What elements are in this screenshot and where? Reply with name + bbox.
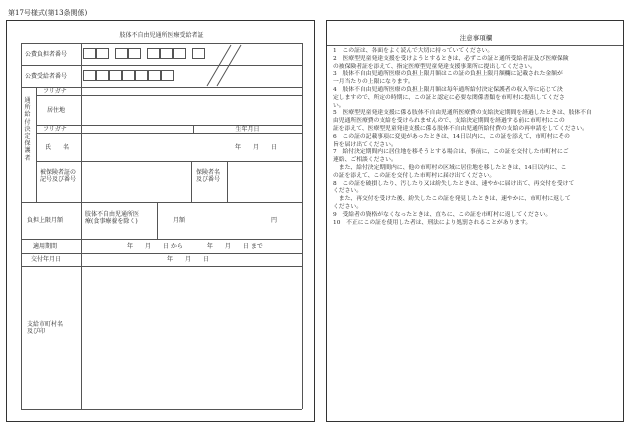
form-number-label: 第17号様式(第13条関係)	[8, 9, 88, 17]
note-line: 旨を届け出てください。	[333, 141, 397, 148]
note-line: 9 受給者の資格がなくなったときは、直ちに、この証を市町村に返してください。	[333, 211, 552, 218]
furigana-label-2: フリガナ	[43, 126, 67, 133]
note-line: 一月当たりの上限になります。	[333, 79, 414, 86]
issue-date-label: 交付年月日	[31, 256, 62, 263]
notes-panel	[326, 20, 624, 422]
note-line: ください。	[333, 203, 362, 210]
issue-date-value: 年 月 日	[167, 256, 210, 263]
note-line: の証を添えて、この証を交付した市町村に届け出てください。	[333, 172, 496, 179]
insurer-name-label: 保険者名 及び番号	[196, 169, 221, 183]
note-line: 証を添えて、医療型児童発達支援に係る肢体不自由児通所給付費の支給の再申請をしてください。	[333, 125, 588, 132]
note-line: 定しますので、所定の時期に、この証と認定に必要な関係書類を市町村に提出してくださ	[333, 94, 565, 101]
note-line: 8 この証を破損したり、汚したり又は紛失したときは、速やかに届け出て、再交付を受けて	[333, 180, 575, 187]
furigana-label: フリガナ	[43, 88, 67, 95]
note-line: 連絡、ご相談ください。	[333, 157, 397, 164]
note-line: 4 肢体不自由児通所医療の負担上限月額は毎年通所給付決定保護者の収入等に応じて決	[333, 86, 563, 93]
diagonal-strokes	[197, 43, 302, 87]
insured-card-label: 被保険者証の 記号及び番号	[40, 169, 77, 183]
burden-limit-description: 肢体不自由児通所医 療(食事療養を除く)	[85, 211, 140, 225]
notes-list	[333, 48, 619, 227]
note-line: 5 医療型児童発達支援に係る肢体不自由児通所医療費の支給決定期間を経過したときは、肢体不自	[333, 110, 592, 117]
payer-number-label: 公費負担者番号	[25, 51, 68, 58]
note-line: の被保険者証を添えて、指定医療型児童発達支援事業所に提出してください。	[333, 63, 536, 70]
name-label: 氏 名	[45, 144, 70, 151]
recipient-number-label: 公費受給者番号	[25, 73, 68, 80]
monthly-amount-label: 月額	[173, 217, 186, 224]
note-line: 由児通所医療費の支給を受けられませんので、支給決定期間を経過する前に市町村にこの	[333, 118, 565, 125]
notes-title: 注意事項欄	[459, 34, 493, 42]
note-line: 6 この証の記載事項に変更があったときは、14日以内に、この証を添えて、市町村にその	[333, 133, 570, 140]
note-line: 7 給付決定期間内に居住地を移そうとする場合は、事前に、この証を交付した市町村にご	[333, 149, 569, 156]
yen-label: 円	[271, 217, 278, 224]
certificate-panel	[6, 20, 315, 422]
note-line: 2 医療型児童発達支援を受けようとするときは、必ずこの証と通所受給者証及び医療保険	[333, 55, 569, 62]
guardian-vertical-label: 通所給付決定保護者	[24, 97, 31, 162]
note-line: ください。	[333, 188, 362, 195]
burden-limit-label: 負担上限月額	[27, 217, 64, 224]
birthdate-label: 生年月日	[235, 126, 260, 133]
birthdate-value: 年 月 日	[235, 144, 278, 151]
application-period-value: 年 月 日 から 年 月 日 まで	[127, 243, 263, 250]
note-line: い。	[333, 102, 345, 109]
residence-label: 居住地	[47, 107, 66, 114]
certificate-title: 肢体不自由児通所医療受給者証	[119, 32, 204, 39]
note-line: 10 不正にこの証を使用した者は、刑法により処罰されることがあります。	[333, 219, 532, 226]
note-line: 1 この証は、各面をよく読んで大切に持っていてください。	[333, 48, 494, 54]
note-line: また、再交付を受けた後、紛失したこの証を発見したときは、速やかに、市町村に返して	[333, 196, 571, 203]
application-period-label: 適用期間	[33, 243, 58, 250]
note-line: 3 肢体不自由児通所医療の負担上限月額はこの証の負担上限月額欄に記載された金額が	[333, 71, 563, 78]
note-line: また、給付決定期間内に、他の市町村の区域に居住地を移したときは、14日以内に、こ	[333, 164, 567, 171]
municipality-seal-label: 支給市町村名 及び印	[27, 321, 64, 335]
